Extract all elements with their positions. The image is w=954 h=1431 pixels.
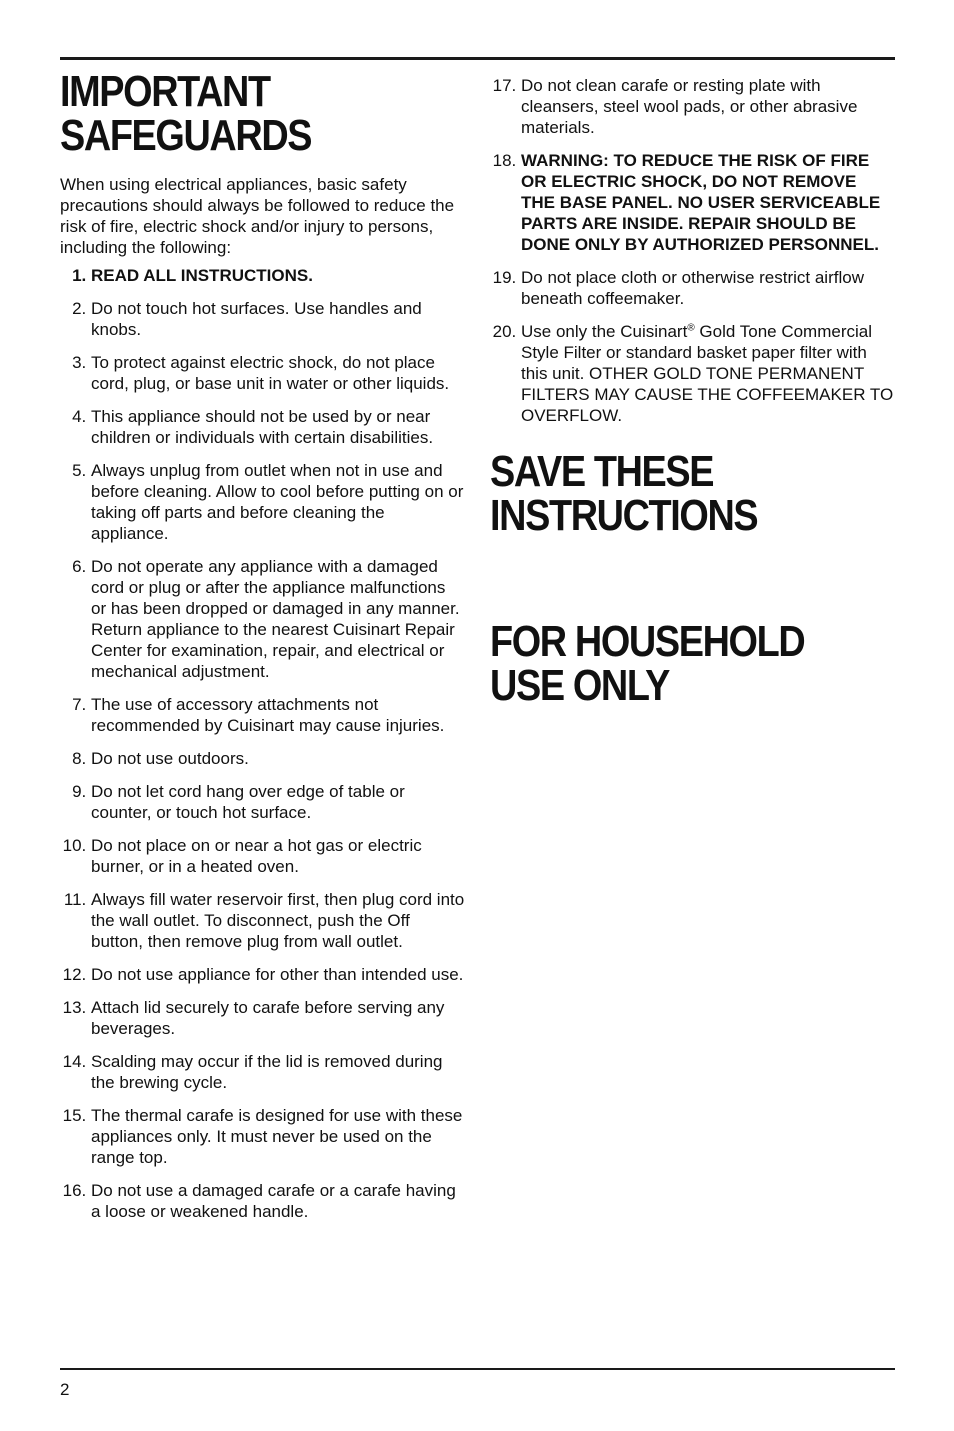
- item-number: 11.: [63, 890, 87, 909]
- item-number: 16.: [62, 1181, 87, 1200]
- list-item: [490, 75, 895, 138]
- list-item: [60, 298, 465, 340]
- left-column: [60, 67, 465, 1234]
- item-number: 15.: [62, 1106, 87, 1125]
- safeguards-list-right: [490, 75, 895, 426]
- bottom-rule: [60, 1368, 895, 1370]
- save-instructions-heading: SAVE THESE INSTRUCTIONS: [490, 447, 758, 540]
- list-item: [490, 150, 895, 255]
- item-number: 9.: [72, 782, 87, 801]
- list-item: [60, 1105, 465, 1168]
- top-rule: [60, 57, 895, 60]
- page-number: 2: [60, 1380, 70, 1399]
- item-text: Do not place on or near a hot gas or electric burner, or in a heated oven.: [91, 836, 422, 876]
- item-text: READ ALL INSTRUCTIONS.: [91, 266, 313, 285]
- item-text: To protect against electric shock, do not place cord, plug, or base unit in water or other liquids.: [91, 353, 450, 393]
- title-line-1: IMPORTANT: [60, 67, 270, 116]
- item-text: Do not use outdoors.: [91, 749, 249, 768]
- item-text: Always fill water reservoir first, then plug cord into the wall outlet. To disconnect, push the Off button, then remove plug from wall outlet.: [91, 890, 465, 951]
- list-item: [60, 1051, 465, 1093]
- list-item: [60, 352, 465, 394]
- item-text: Do not use a damaged carafe or a carafe having a loose or weakened handle.: [91, 1181, 456, 1221]
- item-text: The thermal carafe is designed for use with these appliances only. It must never be used on the range top.: [91, 1106, 463, 1167]
- list-item: [490, 267, 895, 309]
- item-number: 19.: [492, 268, 517, 287]
- item-number: 1.: [72, 266, 87, 285]
- list-item: [60, 835, 465, 877]
- item-number: 2.: [72, 299, 87, 318]
- item-text: Always unplug from outlet when not in use and before cleaning. Allow to cool before putting on or taking off parts and before cleaning the appliance.: [91, 461, 464, 543]
- page-title: [60, 67, 464, 160]
- list-item: [60, 460, 465, 544]
- item-number: 14.: [62, 1052, 87, 1071]
- warning-text: WARNING: TO REDUCE THE RISK OF FIRE OR ELECTRIC SHOCK, DO NOT REMOVE THE BASE PANEL. NO USER SERVICEABLE PARTS ARE INSIDE. REPAIR SHOULD BE DONE ONLY BY AUTHORIZED PERSONNEL.: [521, 151, 881, 254]
- item-text: Scalding may occur if the lid is removed during the brewing cycle.: [91, 1052, 443, 1092]
- item-number: 13.: [62, 998, 87, 1017]
- household-use-heading: FOR HOUSEHOLD USE ONLY: [490, 617, 805, 710]
- list-item: [490, 321, 895, 426]
- list-item: [60, 1180, 465, 1222]
- list-item: [60, 556, 465, 682]
- item-number: 3.: [72, 353, 87, 372]
- list-item: [60, 997, 465, 1039]
- item-text: Do not use appliance for other than intended use.: [91, 965, 464, 984]
- list-item: [60, 694, 465, 736]
- item-number: 7.: [72, 695, 87, 714]
- item-text: Do not touch hot surfaces. Use handles and knobs.: [91, 299, 422, 339]
- item-text: Do not clean carafe or resting plate with cleansers, steel wool pads, or other abrasive materials.: [521, 76, 858, 137]
- list-item: [60, 781, 465, 823]
- item-number: 17.: [492, 76, 517, 95]
- item-text-a: Use only the Cuisinart: [521, 322, 688, 341]
- item-number: 4.: [72, 407, 87, 426]
- list-item: [60, 265, 465, 286]
- right-column: [490, 75, 895, 708]
- list-item: [60, 889, 465, 952]
- item-text: Do not let cord hang over edge of table or counter, or touch hot surface.: [91, 782, 405, 822]
- list-item: [60, 964, 465, 985]
- item-text: This appliance should not be used by or near children or individuals with certain disabilities.: [91, 407, 434, 447]
- title-line-2: SAFEGUARDS: [60, 111, 312, 160]
- item-text: Do not operate any appliance with a damaged cord or plug or after the appliance malfunctions or has been dropped or damaged in any manner. Return appliance to the nearest Cuisinart Repair Center for examination, repair, and electrical or mechanical adjustment.: [91, 557, 460, 681]
- safeguards-list-left: [60, 265, 465, 1222]
- item-text: Do not place cloth or otherwise restrict airflow beneath coffeemaker.: [521, 268, 864, 308]
- item-number: 18.: [492, 151, 517, 170]
- item-text: The use of accessory attachments not recommended by Cuisinart may cause injuries.: [91, 695, 445, 735]
- item-number: 12.: [62, 965, 87, 984]
- item-text: [521, 321, 895, 426]
- item-number: 5.: [72, 461, 87, 480]
- item-number: 6.: [72, 557, 87, 576]
- item-number: 10.: [62, 836, 87, 855]
- list-item: [60, 748, 465, 769]
- list-item: [60, 406, 465, 448]
- intro-paragraph: When using electrical appliances, basic safety precautions should always be followed to reduce the risk of fire, electric shock and/or injury to persons, including the following:: [60, 175, 455, 257]
- item-number: 8.: [72, 749, 87, 768]
- item-text-b: Gold Tone Commercial Style Filter or standard basket paper filter with this unit. OTHER GOLD TONE PERMANENT FILTERS MAY CAUSE THE COFFEEMAKER TO OVERFLOW.: [521, 322, 894, 425]
- item-number: 20.: [492, 322, 517, 341]
- item-text: Attach lid securely to carafe before serving any beverages.: [91, 998, 445, 1038]
- registered-mark: ®: [687, 322, 695, 334]
